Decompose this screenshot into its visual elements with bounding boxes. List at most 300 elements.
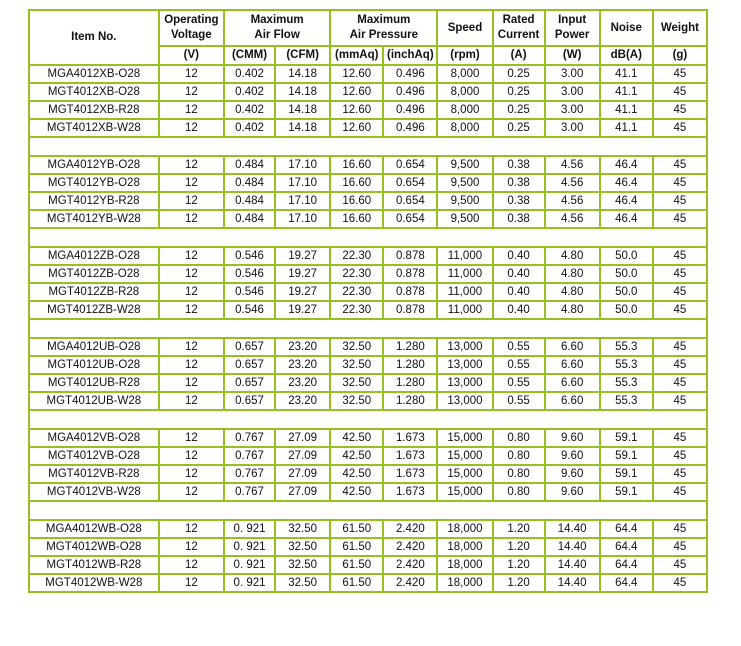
value-cell-rpm: 9,500 — [437, 156, 492, 174]
value-cell-v: 12 — [159, 374, 224, 392]
separator-cell — [29, 137, 707, 156]
unit-cell: (W) — [545, 46, 600, 65]
model-cell: MGT4012XB-O28 — [29, 83, 159, 101]
group-separator — [29, 410, 707, 429]
value-cell-cfm: 14.18 — [275, 83, 330, 101]
value-cell-w: 3.00 — [545, 65, 600, 83]
value-cell-db: 55.3 — [600, 356, 653, 374]
value-cell-v: 12 — [159, 247, 224, 265]
model-cell: MGT4012ZB-R28 — [29, 283, 159, 301]
value-cell-mmaq: 32.50 — [330, 374, 383, 392]
value-cell-w: 9.60 — [545, 483, 600, 501]
value-cell-w: 6.60 — [545, 392, 600, 410]
value-cell-v: 12 — [159, 538, 224, 556]
value-cell-rpm: 9,500 — [437, 210, 492, 228]
table-row — [29, 101, 707, 119]
value-cell-a: 0.40 — [493, 247, 545, 265]
value-cell-v: 12 — [159, 119, 224, 137]
value-cell-inchaq: 1.673 — [383, 465, 437, 483]
value-cell-cfm: 32.50 — [275, 520, 330, 538]
value-cell-inchaq: 0.654 — [383, 210, 437, 228]
value-cell-cmm: 0.484 — [224, 192, 275, 210]
model-cell: MGT4012UB-R28 — [29, 374, 159, 392]
value-cell-cfm: 17.10 — [275, 174, 330, 192]
unit-cell: (CMM) — [224, 46, 275, 65]
unit-cell: (V) — [159, 46, 224, 65]
model-cell: MGT4012YB-R28 — [29, 192, 159, 210]
value-cell-cfm: 32.50 — [275, 556, 330, 574]
value-cell-a: 0.25 — [493, 83, 545, 101]
value-cell-g: 45 — [653, 301, 707, 319]
value-cell-rpm: 8,000 — [437, 101, 492, 119]
value-cell-g: 45 — [653, 574, 707, 592]
value-cell-cmm: 0.402 — [224, 83, 275, 101]
header-row — [29, 10, 707, 46]
value-cell-inchaq: 0.654 — [383, 156, 437, 174]
value-cell-g: 45 — [653, 465, 707, 483]
value-cell-v: 12 — [159, 156, 224, 174]
value-cell-g: 45 — [653, 392, 707, 410]
value-cell-cmm: 0.767 — [224, 465, 275, 483]
value-cell-v: 12 — [159, 392, 224, 410]
value-cell-mmaq: 22.30 — [330, 301, 383, 319]
value-cell-g: 45 — [653, 538, 707, 556]
speed-header: Speed — [437, 10, 492, 46]
value-cell-inchaq: 0.878 — [383, 247, 437, 265]
value-cell-db: 59.1 — [600, 447, 653, 465]
value-cell-g: 45 — [653, 83, 707, 101]
current-header: Rated Current — [493, 10, 545, 46]
value-cell-a: 0.55 — [493, 338, 545, 356]
table-row — [29, 538, 707, 556]
value-cell-db: 59.1 — [600, 483, 653, 501]
value-cell-db: 46.4 — [600, 156, 653, 174]
value-cell-db: 64.4 — [600, 556, 653, 574]
value-cell-mmaq: 61.50 — [330, 556, 383, 574]
model-cell: MGT4012WB-R28 — [29, 556, 159, 574]
value-cell-v: 12 — [159, 356, 224, 374]
table-row — [29, 83, 707, 101]
model-cell: MGT4012WB-W28 — [29, 574, 159, 592]
value-cell-mmaq: 61.50 — [330, 538, 383, 556]
separator-cell — [29, 410, 707, 429]
value-cell-v: 12 — [159, 283, 224, 301]
value-cell-rpm: 18,000 — [437, 574, 492, 592]
value-cell-cmm: 0.657 — [224, 374, 275, 392]
value-cell-w: 6.60 — [545, 374, 600, 392]
value-cell-a: 0.38 — [493, 174, 545, 192]
value-cell-cmm: 0.546 — [224, 301, 275, 319]
value-cell-v: 12 — [159, 556, 224, 574]
value-cell-v: 12 — [159, 338, 224, 356]
group-separator — [29, 137, 707, 156]
value-cell-a: 0.40 — [493, 283, 545, 301]
value-cell-cfm: 23.20 — [275, 356, 330, 374]
value-cell-cmm: 0.767 — [224, 429, 275, 447]
value-cell-cmm: 0.657 — [224, 338, 275, 356]
value-cell-w: 4.80 — [545, 247, 600, 265]
value-cell-g: 45 — [653, 429, 707, 447]
value-cell-cmm: 0.484 — [224, 174, 275, 192]
value-cell-v: 12 — [159, 520, 224, 538]
value-cell-v: 12 — [159, 83, 224, 101]
unit-cell: (CFM) — [275, 46, 330, 65]
value-cell-db: 41.1 — [600, 65, 653, 83]
value-cell-cfm: 27.09 — [275, 483, 330, 501]
table-row — [29, 574, 707, 592]
table-row — [29, 356, 707, 374]
value-cell-mmaq: 16.60 — [330, 174, 383, 192]
model-cell: MGT4012YB-W28 — [29, 210, 159, 228]
value-cell-w: 3.00 — [545, 83, 600, 101]
value-cell-inchaq: 2.420 — [383, 574, 437, 592]
value-cell-g: 45 — [653, 520, 707, 538]
model-cell: MGT4012VB-R28 — [29, 465, 159, 483]
voltage-header: Operating Voltage — [159, 10, 224, 46]
value-cell-rpm: 9,500 — [437, 192, 492, 210]
value-cell-mmaq: 42.50 — [330, 465, 383, 483]
model-cell: MGT4012VB-O28 — [29, 447, 159, 465]
value-cell-inchaq: 0.878 — [383, 301, 437, 319]
table-row — [29, 65, 707, 83]
value-cell-w: 3.00 — [545, 119, 600, 137]
value-cell-w: 4.80 — [545, 283, 600, 301]
value-cell-rpm: 11,000 — [437, 247, 492, 265]
value-cell-a: 0.40 — [493, 265, 545, 283]
value-cell-w: 9.60 — [545, 465, 600, 483]
table-row — [29, 210, 707, 228]
value-cell-g: 45 — [653, 265, 707, 283]
value-cell-mmaq: 61.50 — [330, 520, 383, 538]
value-cell-mmaq: 61.50 — [330, 574, 383, 592]
model-cell: MGA4012YB-O28 — [29, 156, 159, 174]
value-cell-v: 12 — [159, 574, 224, 592]
value-cell-mmaq: 42.50 — [330, 429, 383, 447]
value-cell-w: 6.60 — [545, 356, 600, 374]
value-cell-rpm: 18,000 — [437, 520, 492, 538]
value-cell-inchaq: 1.280 — [383, 392, 437, 410]
table-row — [29, 392, 707, 410]
value-cell-w: 14.40 — [545, 538, 600, 556]
value-cell-cmm: 0. 921 — [224, 556, 275, 574]
value-cell-db: 59.1 — [600, 465, 653, 483]
value-cell-db: 41.1 — [600, 119, 653, 137]
value-cell-cfm: 23.20 — [275, 374, 330, 392]
value-cell-cfm: 27.09 — [275, 447, 330, 465]
model-cell: MGT4012VB-W28 — [29, 483, 159, 501]
separator-cell — [29, 319, 707, 338]
model-cell: MGT4012XB-R28 — [29, 101, 159, 119]
table-row — [29, 465, 707, 483]
value-cell-a: 0.55 — [493, 356, 545, 374]
value-cell-v: 12 — [159, 265, 224, 283]
value-cell-w: 9.60 — [545, 429, 600, 447]
value-cell-a: 0.80 — [493, 429, 545, 447]
separator-cell — [29, 501, 707, 520]
value-cell-g: 45 — [653, 447, 707, 465]
value-cell-g: 45 — [653, 374, 707, 392]
value-cell-g: 45 — [653, 283, 707, 301]
value-cell-rpm: 15,000 — [437, 447, 492, 465]
value-cell-w: 4.56 — [545, 210, 600, 228]
value-cell-w: 6.60 — [545, 338, 600, 356]
model-cell: MGT4012UB-W28 — [29, 392, 159, 410]
unit-cell: dB(A) — [600, 46, 653, 65]
value-cell-cfm: 23.20 — [275, 338, 330, 356]
value-cell-g: 45 — [653, 556, 707, 574]
value-cell-v: 12 — [159, 192, 224, 210]
value-cell-a: 0.80 — [493, 483, 545, 501]
value-cell-cfm: 17.10 — [275, 156, 330, 174]
value-cell-g: 45 — [653, 483, 707, 501]
value-cell-rpm: 13,000 — [437, 392, 492, 410]
value-cell-db: 55.3 — [600, 392, 653, 410]
airflow-header: Maximum Air Flow — [224, 10, 330, 46]
value-cell-a: 1.20 — [493, 520, 545, 538]
model-cell: MGT4012WB-O28 — [29, 538, 159, 556]
value-cell-mmaq: 22.30 — [330, 247, 383, 265]
value-cell-a: 0.55 — [493, 374, 545, 392]
value-cell-inchaq: 0.496 — [383, 101, 437, 119]
table-row — [29, 192, 707, 210]
value-cell-cmm: 0.767 — [224, 483, 275, 501]
value-cell-a: 0.80 — [493, 465, 545, 483]
value-cell-cfm: 19.27 — [275, 301, 330, 319]
value-cell-db: 46.4 — [600, 192, 653, 210]
value-cell-w: 4.56 — [545, 174, 600, 192]
value-cell-a: 0.38 — [493, 192, 545, 210]
value-cell-cmm: 0.546 — [224, 265, 275, 283]
value-cell-v: 12 — [159, 483, 224, 501]
value-cell-cmm: 0.767 — [224, 447, 275, 465]
value-cell-rpm: 11,000 — [437, 283, 492, 301]
value-cell-rpm: 15,000 — [437, 465, 492, 483]
value-cell-rpm: 8,000 — [437, 83, 492, 101]
value-cell-db: 41.1 — [600, 83, 653, 101]
table-row — [29, 556, 707, 574]
value-cell-cfm: 19.27 — [275, 247, 330, 265]
model-cell: MGA4012XB-O28 — [29, 65, 159, 83]
value-cell-cmm: 0.484 — [224, 210, 275, 228]
value-cell-g: 45 — [653, 247, 707, 265]
value-cell-v: 12 — [159, 465, 224, 483]
item-no-header: Item No. — [29, 10, 159, 65]
unit-cell: (g) — [653, 46, 707, 65]
value-cell-db: 59.1 — [600, 429, 653, 447]
value-cell-g: 45 — [653, 65, 707, 83]
value-cell-cmm: 0.402 — [224, 101, 275, 119]
value-cell-inchaq: 1.673 — [383, 483, 437, 501]
value-cell-g: 45 — [653, 338, 707, 356]
group-separator — [29, 319, 707, 338]
value-cell-a: 0.55 — [493, 392, 545, 410]
value-cell-rpm: 15,000 — [437, 483, 492, 501]
value-cell-cmm: 0. 921 — [224, 520, 275, 538]
value-cell-mmaq: 12.60 — [330, 101, 383, 119]
value-cell-mmaq: 32.50 — [330, 338, 383, 356]
value-cell-rpm: 11,000 — [437, 265, 492, 283]
value-cell-mmaq: 22.30 — [330, 265, 383, 283]
value-cell-a: 0.25 — [493, 101, 545, 119]
value-cell-mmaq: 22.30 — [330, 283, 383, 301]
value-cell-a: 0.25 — [493, 119, 545, 137]
table-row — [29, 156, 707, 174]
value-cell-cfm: 27.09 — [275, 465, 330, 483]
value-cell-w: 4.56 — [545, 192, 600, 210]
value-cell-mmaq: 16.60 — [330, 210, 383, 228]
value-cell-g: 45 — [653, 101, 707, 119]
value-cell-rpm: 11,000 — [437, 301, 492, 319]
table-row — [29, 520, 707, 538]
value-cell-v: 12 — [159, 429, 224, 447]
value-cell-rpm: 9,500 — [437, 174, 492, 192]
value-cell-cfm: 17.10 — [275, 192, 330, 210]
value-cell-a: 0.40 — [493, 301, 545, 319]
value-cell-cfm: 32.50 — [275, 574, 330, 592]
value-cell-cmm: 0.402 — [224, 65, 275, 83]
value-cell-g: 45 — [653, 210, 707, 228]
value-cell-mmaq: 16.60 — [330, 192, 383, 210]
value-cell-w: 3.00 — [545, 101, 600, 119]
value-cell-rpm: 13,000 — [437, 374, 492, 392]
value-cell-db: 50.0 — [600, 301, 653, 319]
value-cell-cmm: 0.484 — [224, 156, 275, 174]
table-row — [29, 447, 707, 465]
value-cell-inchaq: 1.280 — [383, 338, 437, 356]
value-cell-db: 46.4 — [600, 174, 653, 192]
value-cell-inchaq: 0.496 — [383, 83, 437, 101]
value-cell-v: 12 — [159, 101, 224, 119]
value-cell-cfm: 14.18 — [275, 101, 330, 119]
value-cell-cmm: 0.657 — [224, 356, 275, 374]
value-cell-db: 64.4 — [600, 538, 653, 556]
value-cell-cfm: 14.18 — [275, 65, 330, 83]
value-cell-cfm: 19.27 — [275, 265, 330, 283]
value-cell-a: 0.38 — [493, 156, 545, 174]
value-cell-cmm: 0.402 — [224, 119, 275, 137]
model-cell: MGA4012UB-O28 — [29, 338, 159, 356]
value-cell-inchaq: 0.496 — [383, 119, 437, 137]
value-cell-db: 64.4 — [600, 520, 653, 538]
value-cell-mmaq: 42.50 — [330, 447, 383, 465]
model-cell: MGT4012ZB-O28 — [29, 265, 159, 283]
table-row — [29, 174, 707, 192]
value-cell-mmaq: 12.60 — [330, 65, 383, 83]
value-cell-mmaq: 16.60 — [330, 156, 383, 174]
value-cell-inchaq: 1.673 — [383, 429, 437, 447]
value-cell-g: 45 — [653, 156, 707, 174]
model-cell: MGT4012XB-W28 — [29, 119, 159, 137]
value-cell-g: 45 — [653, 192, 707, 210]
value-cell-mmaq: 12.60 — [330, 83, 383, 101]
value-cell-db: 64.4 — [600, 574, 653, 592]
value-cell-cfm: 19.27 — [275, 283, 330, 301]
value-cell-mmaq: 32.50 — [330, 356, 383, 374]
value-cell-g: 45 — [653, 356, 707, 374]
value-cell-cfm: 17.10 — [275, 210, 330, 228]
value-cell-db: 46.4 — [600, 210, 653, 228]
value-cell-w: 4.56 — [545, 156, 600, 174]
value-cell-w: 4.80 — [545, 265, 600, 283]
value-cell-rpm: 8,000 — [437, 65, 492, 83]
value-cell-rpm: 15,000 — [437, 429, 492, 447]
model-cell: MGT4012ZB-W28 — [29, 301, 159, 319]
value-cell-rpm: 13,000 — [437, 356, 492, 374]
unit-cell: (A) — [493, 46, 545, 65]
value-cell-rpm: 13,000 — [437, 338, 492, 356]
value-cell-inchaq: 1.280 — [383, 356, 437, 374]
value-cell-cmm: 0.546 — [224, 247, 275, 265]
value-cell-v: 12 — [159, 447, 224, 465]
value-cell-db: 50.0 — [600, 283, 653, 301]
model-cell: MGT4012UB-O28 — [29, 356, 159, 374]
value-cell-a: 0.38 — [493, 210, 545, 228]
value-cell-db: 55.3 — [600, 374, 653, 392]
table-row — [29, 483, 707, 501]
value-cell-a: 1.20 — [493, 574, 545, 592]
value-cell-cfm: 27.09 — [275, 429, 330, 447]
separator-cell — [29, 228, 707, 247]
value-cell-v: 12 — [159, 65, 224, 83]
table-row — [29, 119, 707, 137]
value-cell-cfm: 32.50 — [275, 538, 330, 556]
value-cell-w: 4.80 — [545, 301, 600, 319]
table-row — [29, 283, 707, 301]
table-row — [29, 374, 707, 392]
value-cell-inchaq: 0.878 — [383, 265, 437, 283]
unit-cell: (rpm) — [437, 46, 492, 65]
value-cell-v: 12 — [159, 301, 224, 319]
value-cell-a: 1.20 — [493, 556, 545, 574]
value-cell-w: 14.40 — [545, 520, 600, 538]
table-row — [29, 429, 707, 447]
value-cell-cmm: 0.546 — [224, 283, 275, 301]
value-cell-mmaq: 12.60 — [330, 119, 383, 137]
spec-body — [29, 65, 707, 592]
value-cell-a: 0.80 — [493, 447, 545, 465]
value-cell-rpm: 8,000 — [437, 119, 492, 137]
value-cell-cmm: 0. 921 — [224, 574, 275, 592]
value-cell-a: 0.25 — [493, 65, 545, 83]
value-cell-cmm: 0. 921 — [224, 538, 275, 556]
model-cell: MGA4012VB-O28 — [29, 429, 159, 447]
value-cell-db: 50.0 — [600, 247, 653, 265]
value-cell-v: 12 — [159, 174, 224, 192]
value-cell-g: 45 — [653, 174, 707, 192]
weight-header: Weight — [653, 10, 707, 46]
value-cell-rpm: 18,000 — [437, 556, 492, 574]
value-cell-inchaq: 2.420 — [383, 538, 437, 556]
table-row — [29, 338, 707, 356]
value-cell-db: 50.0 — [600, 265, 653, 283]
value-cell-mmaq: 42.50 — [330, 483, 383, 501]
value-cell-inchaq: 1.280 — [383, 374, 437, 392]
value-cell-v: 12 — [159, 210, 224, 228]
value-cell-db: 41.1 — [600, 101, 653, 119]
value-cell-g: 45 — [653, 119, 707, 137]
pressure-header: Maximum Air Pressure — [330, 10, 437, 46]
value-cell-cfm: 23.20 — [275, 392, 330, 410]
group-separator — [29, 501, 707, 520]
value-cell-a: 1.20 — [493, 538, 545, 556]
unit-cell: (mmAq) — [330, 46, 383, 65]
value-cell-db: 55.3 — [600, 338, 653, 356]
unit-cell: (inchAq) — [383, 46, 437, 65]
value-cell-cmm: 0.657 — [224, 392, 275, 410]
model-cell: MGT4012YB-O28 — [29, 174, 159, 192]
group-separator — [29, 228, 707, 247]
model-cell: MGA4012ZB-O28 — [29, 247, 159, 265]
